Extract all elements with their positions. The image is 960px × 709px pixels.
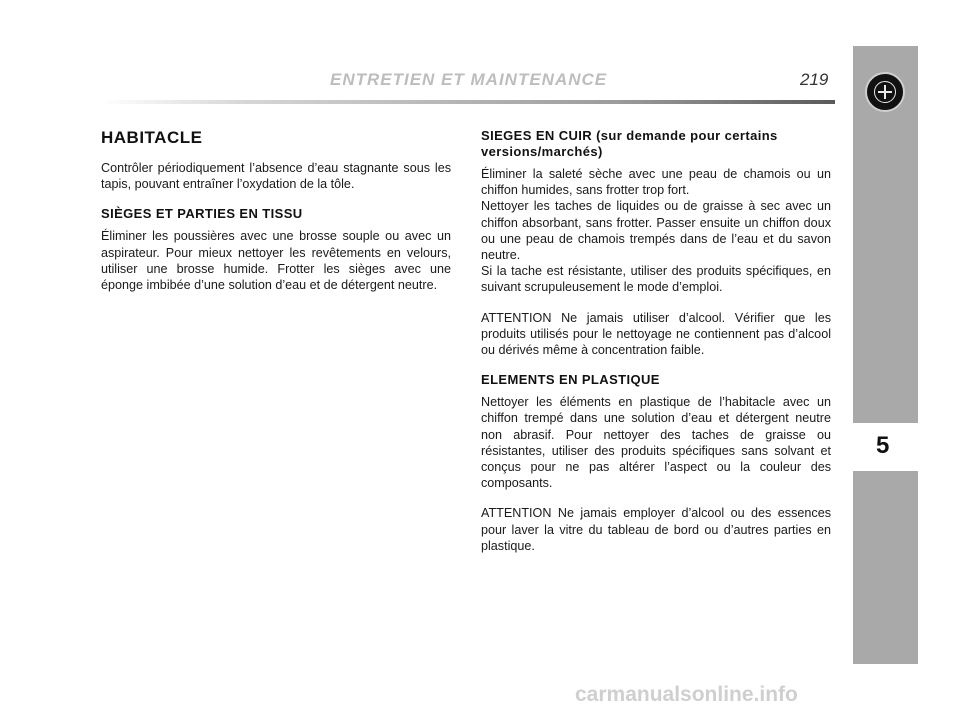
- leather-warning: ATTENTION Ne jamais utiliser d’alcool. Vérifier que les produits utilisés pour le nettoyage ne contiennent pas d’alcool ou dérivés même à concentration faible.: [481, 310, 831, 358]
- plastic-warning: ATTENTION Ne jamais employer d’alcool ou des essences pour laver la vitre du tableau de bord ou d’autres parties en plastique.: [481, 506, 831, 553]
- plastic-text: Nettoyer les éléments en plastique de l’habitacle avec un chiffon trempé dans une solution d’eau et détergent neutre non abrasif. Pour nettoyer des taches de graisse ou résistantes, utiliser des produits spécifiques sans solvant et conçus pour ne pas altérer l’aspect ou la couleur des composants.: [481, 395, 831, 491]
- section-title-habitacle: HABITACLE: [101, 128, 203, 147]
- leather-text-1: Éliminer la saleté sèche avec une peau de chamois ou un chiffon humides, sans frotter trop fort.: [481, 167, 831, 198]
- habitacle-intro-text: Contrôler périodiquement l’absence d’eau stagnante sous les tapis, pouvant entraîner l’oxydation de la tôle.: [101, 161, 451, 192]
- left-column: [101, 128, 451, 307]
- plastic-elements-heading: ELEMENTS EN PLASTIQUE: [481, 372, 660, 388]
- chapter-number: 5: [876, 432, 890, 459]
- alfa-romeo-logo-icon: [865, 72, 905, 112]
- fabric-seats-heading: SIÈGES ET PARTIES EN TISSU: [101, 206, 303, 222]
- leather-seats-heading: SIEGES EN CUIR (sur demande pour certains versions/marchés): [481, 128, 778, 159]
- logo-emblem: [874, 81, 896, 103]
- chapter-sidebar: [853, 46, 918, 664]
- page-number: 219: [800, 70, 829, 89]
- watermark: carmanualsonline.info: [575, 683, 798, 706]
- header-divider: [100, 100, 835, 104]
- leather-text-3: Si la tache est résistante, utiliser des produits spécifiques, en suivant scrupuleusement le mode d’emploi.: [481, 264, 831, 295]
- leather-text-2: Nettoyer les taches de liquides ou de graisse à sec avec un chiffon absorbant, sans frotter. Passer ensuite un chiffon doux ou une peau de chamois trempés dans de l’eau et du savon neutre.: [481, 199, 831, 263]
- running-header-title: ENTRETIEN ET MAINTENANCE: [330, 70, 608, 89]
- fabric-seats-text: Éliminer les poussières avec une brosse souple ou avec un aspirateur. Pour mieux nettoyer les revêtements en velours, utiliser une brosse humide. Frotter les sièges avec une éponge imbibée d’une solution d’eau et de détergent neutre.: [101, 229, 451, 293]
- right-column: [481, 128, 831, 568]
- logo-cross-horizontal: [878, 91, 892, 93]
